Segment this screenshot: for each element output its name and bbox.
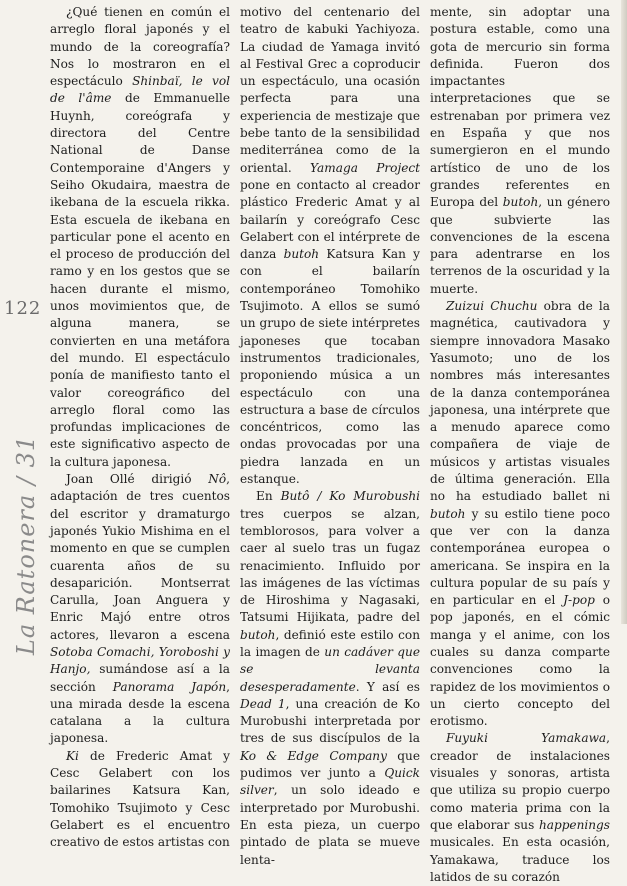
emphasized-text: Dead 1 <box>240 696 286 711</box>
text-run: , creador de instalaciones visuales y sonoras, artista que utiliza su propio cuerpo como materia prima con la que elaborar sus <box>430 731 610 832</box>
paragraph <box>50 471 230 748</box>
emphasized-text: J-pop <box>563 593 595 608</box>
text-run: ¿Qué tienen en común el arreglo floral japonés y el mundo de la coreografía? Nos lo mostraron en el espectáculo <box>50 5 230 89</box>
emphasized-text: Zuizui Chuchu <box>446 299 538 314</box>
emphasized-text: happenings <box>538 817 610 832</box>
emphasized-text: Fuyuki Yamakawa <box>446 731 607 746</box>
emphasized-text: Ki <box>66 748 79 763</box>
text-run: de Emmanuelle Huynh, coreógrafa y directora del Centre National de Danse Contemporaine d'Angers y Seiho Okudaira, maestra de ikebana de la escuela rikka. Esta escuela de ikebana en particular pone el acento en el proceso de producción del ramo y en los gestos que se hacen durante el mismo, unos movimientos que, de alguna manera, se convierten en una metáfora del mundo. El espectáculo ponía de manifiesto tanto el valor coreográfico del arreglo floral como las profundas implicaciones de este significativo aspecto de la cultura japonesa. <box>50 91 230 469</box>
text-run: . Y así es <box>355 679 420 694</box>
text-run: obra de la magnética, cautivadora y siempre innovadora Masako Yasumoto; uno de los nombres más interesantes de la danza contemporánea japonesa, una intérprete que a menudo aparece como compañera de viaje de músicos y artistas visuales de última generación. Ella no ha estudiado ballet ni <box>430 299 610 504</box>
emphasized-text: butoh <box>430 506 466 521</box>
text-run: mente, sin adoptar una postura estable, como una gota de mercurio sin forma definida. Fueron dos impactantes interpretaciones que se estrenaban por primera vez en España y que nos sumergieron en el mundo artístico de uno de los grandes referentes en Europa del <box>430 5 610 210</box>
text-column-2 <box>240 4 421 867</box>
emphasized-text: butoh <box>502 195 539 210</box>
text-run: tres cuerpos se alzan, temblorosos, para volver a caer al suelo tras un fugaz renacimiento. Influido por las imágenes de las víctimas de Hiroshima y Nagasaki, Tatsumi Hijikata, padre del <box>240 506 420 625</box>
page-number: 122 <box>4 298 42 319</box>
text-run: o pop japonés, en el cómic manga y el anime, con los cuales su danza comparte convenciones como la rapidez de los movimientos o un cierto concepto del erotismo. <box>430 593 610 729</box>
paragraph <box>430 298 610 730</box>
text-run: , definió este estilo con la imagen de <box>240 627 420 659</box>
text-column-3 <box>430 4 610 884</box>
text-run: Katsura Kan y con el bailarín contemporáneo Tomohiko Tsujimoto. A ellos se sumó un grupo de siete intérpretes japoneses que tocaban instrumentos tradicionales, proponiendo música a un espectáculo con una estructura a base de círculos concéntricos, como las ondas provocadas por una piedra lanzada en un estanque. <box>240 247 420 487</box>
text-run: musicales. En esta ocasión, Yamakawa, traduce los latidos de su corazón <box>430 835 610 884</box>
emphasized-text: Shinbaï, le vol de l'âme <box>50 74 230 106</box>
emphasized-text: Sotoba Comachi, Yoroboshi y Hanjo, <box>50 644 230 677</box>
emphasized-text: Quick silver <box>240 766 420 798</box>
text-run: sumándose así a la sección <box>50 662 230 694</box>
paragraph <box>50 4 230 471</box>
running-head-text: La Ratonera / 31 <box>12 434 40 656</box>
paragraph <box>430 4 610 298</box>
text-run: , un género que subvierte las convenciones de la escena para adentrarse en los terrenos de la oscuridad y la muerte. <box>430 195 610 296</box>
text-run: , una creación de Ko Murobushi interpretada por tres de sus discípulos de la <box>240 696 420 746</box>
paragraph <box>240 4 420 488</box>
text-run: y su estilo tiene poco que ver con la danza contemporánea europea o americana. Se inspira en la cultura popular de su país y en particular en el <box>430 506 610 608</box>
running-head <box>6 434 46 656</box>
page-edge <box>621 0 627 624</box>
text-run: , un solo ideado e interpretado por Murobushi. En esta pieza, un cuerpo pintado de plata se mueve lenta- <box>240 783 420 867</box>
emphasized-text: Ko & Edge Company <box>240 748 387 763</box>
text-run: de Frederic Amat y Cesc Gelabert con los bailarines Katsura Kan, Tomohiko Tsujimoto y Cesc Gelabert es el encuentro creativo de estos artistas con <box>50 748 230 850</box>
article-body <box>50 4 610 884</box>
paragraph <box>240 488 420 869</box>
emphasized-text: butoh <box>240 627 276 642</box>
emphasized-text: butoh <box>283 247 320 262</box>
text-run: pone en contacto al creador plástico Frederic Amat y al bailarín y coreógrafo Cesc Gelabert con el intérprete de danza <box>240 177 420 262</box>
paragraph <box>50 748 230 852</box>
left-margin <box>0 0 46 656</box>
text-run: , adaptación de tres cuentos del escritor y dramaturgo japonés Yukio Mishima en el momento en que se cumplen cuarenta años de su desaparición. Montserrat Carulla, Joan Anguera y Enric Majó entre otros actores, llevaron a escena <box>50 472 230 642</box>
emphasized-text: Panorama Japón <box>112 679 227 694</box>
paragraph <box>430 730 610 886</box>
text-run: motivo del centenario del teatro de kabuki Yachiyoza. La ciudad de Yamaga invitó al Festival Grec a coproducir un espectáculo, una ocasión perfecta para una experiencia de mestizaje que bebe tanto de la sensibilidad mediterránea como de la oriental. <box>240 5 420 175</box>
text-run: Joan Ollé dirigió <box>66 472 209 487</box>
text-column-1 <box>50 4 230 850</box>
text-run: , una mirada desde la escena catalana a la cultura japonesa. <box>50 679 230 746</box>
emphasized-text: Yamaga Project <box>310 160 420 175</box>
emphasized-text: Nô <box>208 472 227 487</box>
text-run: que pudimos ver junto a <box>240 748 420 781</box>
emphasized-text: Butô / Ko Murobushi <box>280 489 421 504</box>
emphasized-text: un cadáver que se levanta desesperadamente <box>240 644 420 694</box>
text-run: En <box>256 489 281 504</box>
